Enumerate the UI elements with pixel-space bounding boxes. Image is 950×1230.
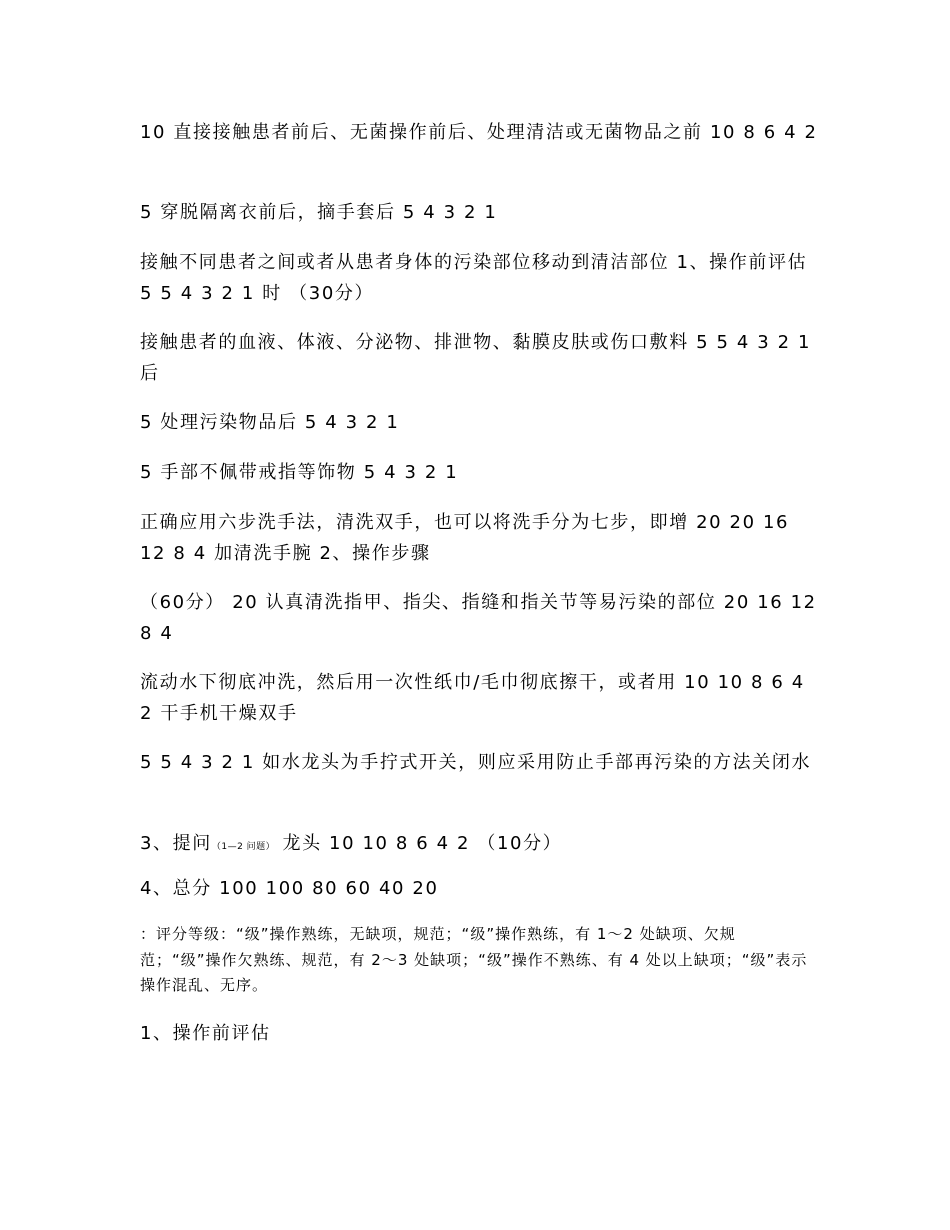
question-score: 龙头 10 10 8 6 4 2 （10分） xyxy=(275,833,563,854)
paragraph-13: 1、操作前评估 xyxy=(140,1023,271,1044)
paragraph-11 xyxy=(140,828,820,863)
paragraph-12: 4、总分 100 100 80 60 40 20 xyxy=(140,878,439,899)
paragraph-8: （60分） 20 认真清洗指甲、指尖、指缝和指关节等易污染的部位 20 16 12 8 4 xyxy=(140,592,817,644)
paragraph-7: 正确应用六步洗手法，清洗双手，也可以将洗手分为七步，即增 20 20 16 12 8 4 加清洗手腕 2、操作步骤 xyxy=(140,512,790,564)
paragraph-5: 5 处理污染物品后 5 4 3 2 1 xyxy=(140,412,400,433)
question-heading: 3、提问 xyxy=(140,833,212,854)
paragraph-1: 10 直接接触患者前后、无菌操作前后、处理清洁或无菌物品之前 10 8 6 4 2 xyxy=(140,122,818,143)
paragraph-2: 5 穿脱隔离衣前后，摘手套后 5 4 3 2 1 xyxy=(140,202,498,223)
question-count-note: （1—2 问题） xyxy=(211,842,276,852)
grading-note: ：评分等级：“级”操作熟练，无缺项，规范；“级”操作熟练，有 1～2 处缺项、欠规范；“级”操作欠熟练、规范，有 2～3 处缺项；“级”操作不熟练、有 4 处以上缺项；“级”表示操作混乱、无序。 xyxy=(140,925,808,994)
paragraph-3: 接触不同患者之间或者从患者身体的污染部位移动到清洁部位 1、操作前评估 5 5 4 3 2 1 时 （30分） xyxy=(140,252,808,304)
paragraph-10: 5 5 4 3 2 1 如水龙头为手拧式开关，则应采用防止手部再污染的方法关闭水 xyxy=(140,752,812,773)
paragraph-9: 流动水下彻底冲洗，然后用一次性纸巾/毛巾彻底擦干，或者用 10 10 8 6 4 2 干手机干燥双手 xyxy=(140,672,805,724)
paragraph-6: 5 手部不佩带戒指等饰物 5 4 3 2 1 xyxy=(140,462,459,483)
paragraph-4: 接触患者的血液、体液、分泌物、排泄物、黏膜皮肤或伤口敷料 5 5 4 3 2 1 后 xyxy=(140,332,812,384)
